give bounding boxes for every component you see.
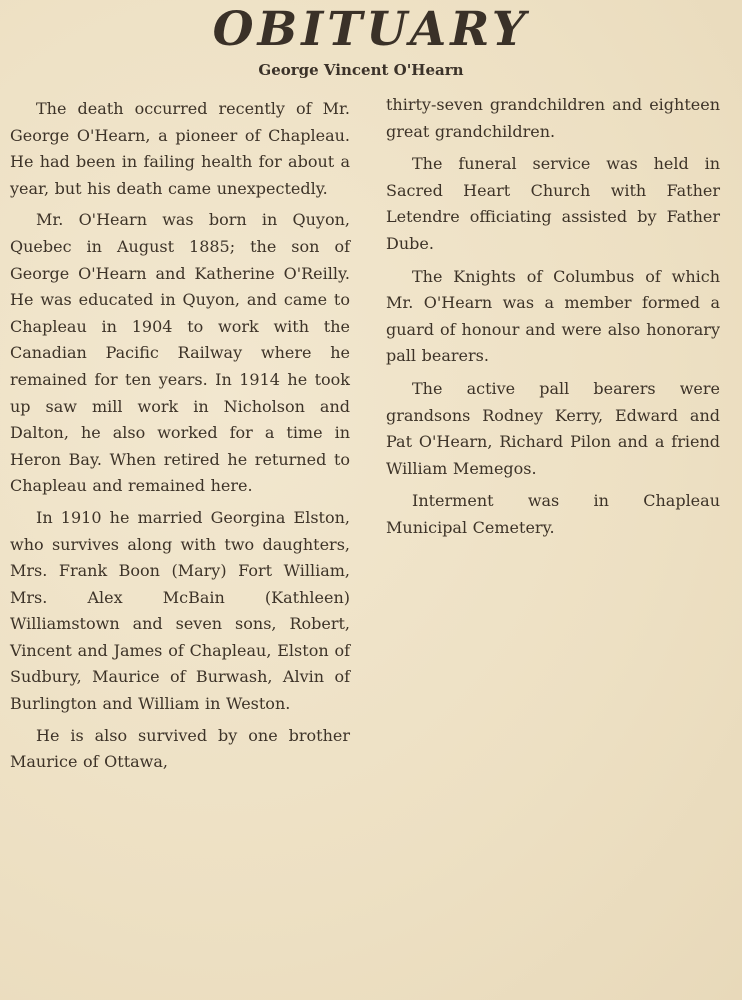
obituary-subject-name: George Vincent O'Hearn	[258, 61, 464, 79]
paragraph-biography: Mr. O'Hearn was born in Quyon, Quebec in August 1885; the son of George O'Hearn and Katherine O'Reilly. He was educated in Quyon, and came to Chapleau in 1904 to work with the Canadian Pacific Railway where he remained for ten years. In 1914 he took up saw mill work in Nicholson and Dalton, he also worked for a time in Heron Bay. When retired he returned to Chapleau and remained here.	[10, 210, 350, 496]
paragraph-death-notice: The death occurred recently of Mr. George O'Hearn, a pioneer of Chapleau. He had been in failing health for about a year, but his death came unexpectedly.	[10, 99, 350, 198]
paragraph-funeral-service: The funeral service was held in Sacred Heart Church with Father Letendre officiating assisted by Father Dube.	[386, 154, 720, 253]
paragraph-interment: Interment was in Chapleau Municipal Cemetery.	[386, 491, 720, 537]
paragraph-survivors: In 1910 he married Georgina Elston, who survives along with two daughters, Mrs. Frank Boon (Mary) Fort William, Mrs. Alex McBain (Kathleen) Williamstown and seven sons, Robert, Vincent and James of Chapleau, Elston of Sudbury, Maurice of Burwash, Alvin of Burlington and William in Weston.	[10, 507, 350, 714]
right-column	[386, 92, 720, 548]
paragraph-grandchildren: thirty-seven grandchildren and eighteen great grandchildren.	[386, 95, 720, 141]
paragraph-pall-bearers: The active pall bearers were grandsons Rodney Kerry, Edward and Pat O'Hearn, Richard Pilon and a friend William Memegos.	[386, 378, 720, 478]
paragraph-knights-of-columbus: The Knights of Columbus of which Mr. O'Hearn was a member formed a guard of honour and were also honorary pall bearers.	[386, 266, 720, 366]
paragraph-brother: He is also survived by one brother Maurice of Ottawa,	[10, 725, 350, 772]
left-column	[10, 96, 350, 781]
page-title: OBITUARY	[212, 2, 530, 57]
